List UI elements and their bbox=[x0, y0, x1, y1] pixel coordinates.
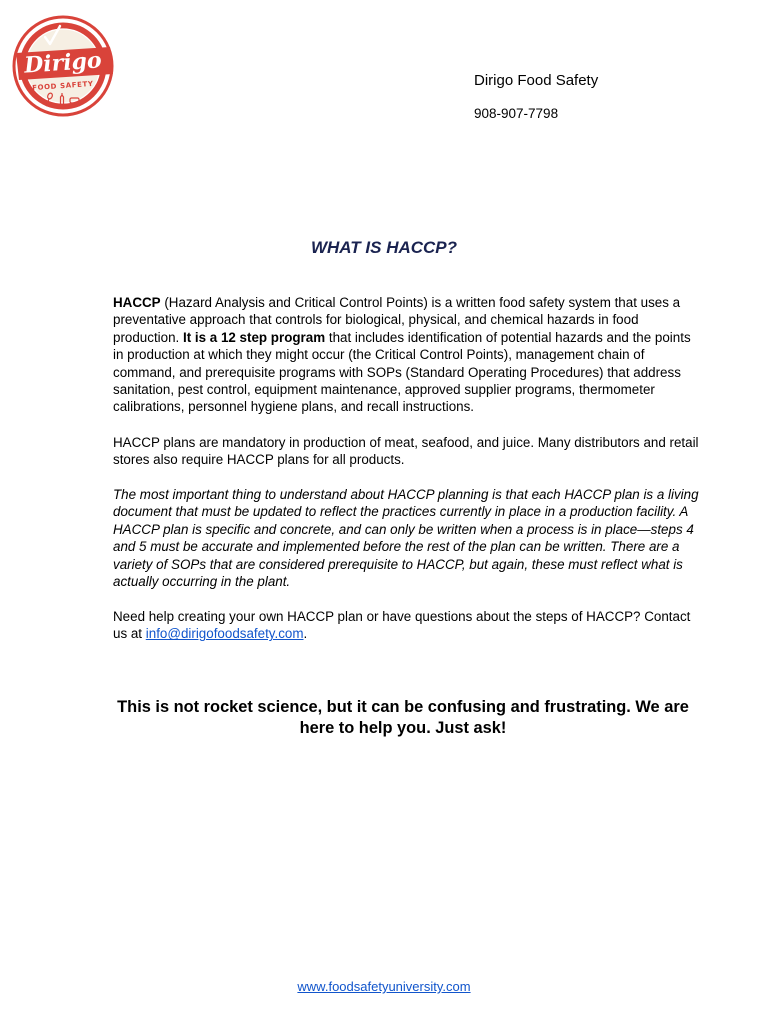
tagline: This is not rocket science, but it can be confusing and frustrating. We are here to help you. Just ask! bbox=[117, 698, 689, 737]
dirigo-logo bbox=[12, 14, 114, 118]
logo-word: Dirigo bbox=[23, 47, 103, 79]
paragraph-contact bbox=[113, 608, 703, 643]
paragraph-text: that includes identification of potential hazards and the points in production at which they might occur (the Critical Control Points), management chain of command, and prerequisite programs with SOPs (Standard Operating Procedures) that address sanitation, pest control, equipment maintenance, approved supplier programs, thermometer calibrations, personnel hygiene plans, and recall instructions. bbox=[113, 329, 691, 415]
paragraph-living-document bbox=[113, 486, 703, 590]
paragraph-text: HACCP plans are mandatory in production of meat, seafood, and juice. Many distributors and retail stores also require HACCP plans for all products. bbox=[113, 435, 699, 468]
paragraph-mandatory bbox=[113, 434, 703, 469]
paragraph-text: The most important thing to understand about HACCP planning is that each HACCP plan is a living document that must be updated to reflect the practices currently in place in a production facility. A HACCP plan is specific and concrete, and can only be written when a process is in place—steps 4 and 5 must be accurate and implemented before the rest of the plan can be written. There are a variety of SOPs that are considered prerequisite to HACCP, but again, these must reflect what is actually occurring in the plant. bbox=[113, 487, 699, 590]
bold-term-haccp: HACCP bbox=[113, 295, 161, 310]
document-title: WHAT IS HACCP? bbox=[310, 238, 458, 257]
paragraph-text: . bbox=[303, 626, 308, 642]
bold-term-12-step: It is a 12 step program bbox=[182, 329, 326, 345]
email-link[interactable]: info@dirigofoodsafety.com bbox=[145, 626, 304, 642]
footer-website-link[interactable]: www.foodsafetyuniversity.com bbox=[297, 979, 471, 994]
paragraph-haccp-definition bbox=[113, 294, 703, 416]
paragraph-text: (Hazard Analysis and Critical Control Points) is a written food safety system that uses a preventative approach that controls for biological, physical, and chemical hazards in food production. bbox=[113, 295, 681, 345]
company-name: Dirigo Food Safety bbox=[474, 72, 599, 89]
footer bbox=[0, 979, 768, 994]
paragraph-text: Need help creating your own HACCP plan or have questions about the steps of HACCP? Contact us at bbox=[113, 609, 691, 642]
phone-number: 908-907-7798 bbox=[474, 106, 559, 121]
logo-subtitle: FOOD SAFETY bbox=[31, 79, 94, 93]
